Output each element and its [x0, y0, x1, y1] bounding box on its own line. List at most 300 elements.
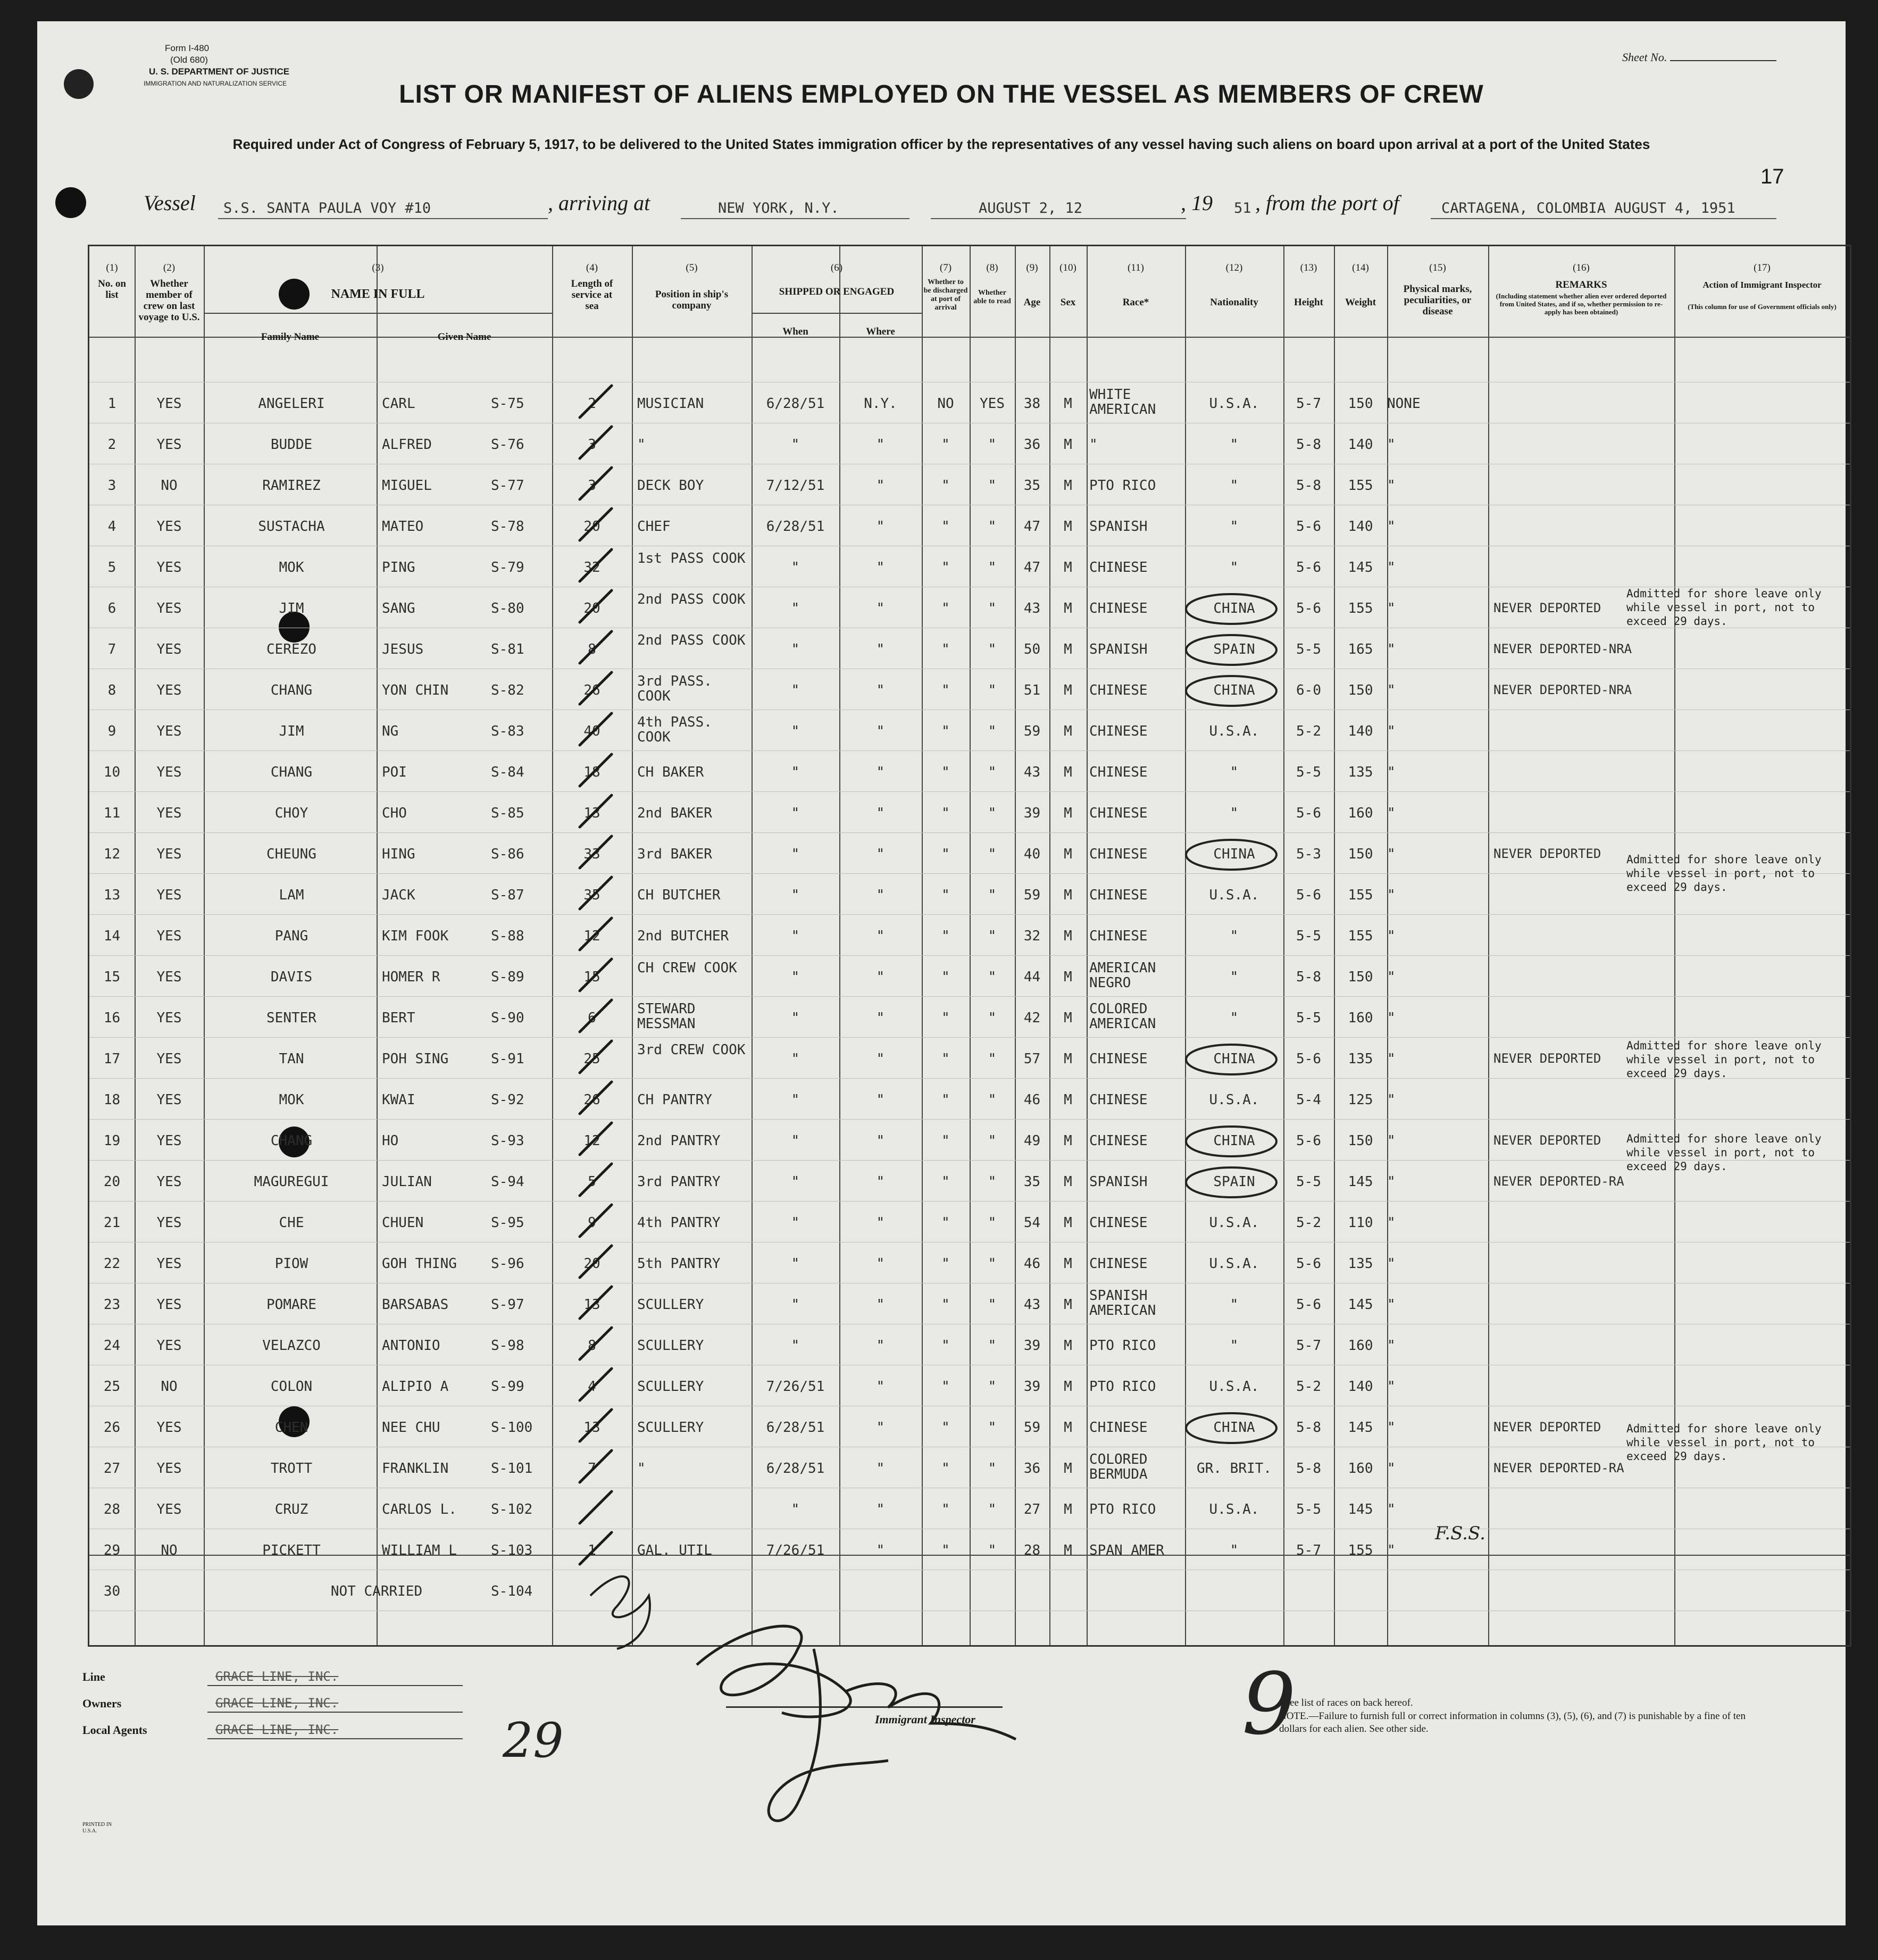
cell-nationality: " [1230, 519, 1239, 535]
cell-prev-voyage: YES [156, 887, 182, 903]
cell-sex: M [1064, 969, 1072, 985]
cell-age: 42 [1023, 1010, 1041, 1026]
cell-given-name: CHO [382, 805, 407, 821]
penalty-note: NOTE.—Failure to furnish full or correct information in columns (3), (5), (6), and (7) is punishable by a fine of ten dollars for each alien. See other side. [1279, 1711, 1746, 1734]
cell-physical-marks: " [1387, 928, 1396, 944]
crew-manifest-table [88, 245, 1851, 1647]
cell-position: 2nd PANTRY [637, 1133, 721, 1149]
cell-discharged: " [941, 846, 950, 862]
cell-shipped-when: 6/28/51 [766, 1420, 825, 1436]
cell-physical-marks: " [1387, 1379, 1396, 1395]
cell-crew-id: S-84 [491, 764, 524, 780]
cell-height: 5-6 [1296, 887, 1321, 903]
cell-family-name: CHANG [270, 764, 313, 780]
form-old-number: (Old 680) [170, 55, 208, 65]
cell-age: 46 [1023, 1092, 1041, 1108]
cell-given-name: POI [382, 764, 407, 780]
cell-shipped-when: " [791, 1092, 800, 1108]
cell-physical-marks: " [1387, 887, 1396, 903]
cell-weight: 145 [1348, 560, 1373, 576]
cell-row-number: 30 [103, 1583, 121, 1599]
cell-shipped-where: " [876, 682, 885, 698]
cell-prev-voyage: NO [161, 1542, 178, 1558]
cell-weight: 165 [1348, 641, 1373, 657]
cell-physical-marks: " [1387, 682, 1396, 698]
cell-nationality: CHINA [1213, 1420, 1255, 1436]
cell-weight: 110 [1348, 1215, 1373, 1231]
cell-physical-marks: " [1387, 600, 1396, 616]
cell-remarks: NEVER DEPORTED [1493, 1133, 1601, 1148]
cell-shipped-where: " [876, 560, 885, 576]
cell-weight: 150 [1348, 682, 1373, 698]
cell-shipped-where: " [876, 1379, 885, 1395]
cell-nationality: SPAIN [1213, 641, 1255, 657]
cell-row-number: 20 [103, 1174, 121, 1190]
cell-prev-voyage: YES [156, 1174, 182, 1190]
cell-crew-id: S-96 [491, 1256, 524, 1272]
printed-mark: PRINTED IN U.S.A. [82, 1822, 112, 1834]
cell-family-name: CHANG [270, 1133, 313, 1149]
cell-age: 39 [1023, 1338, 1041, 1354]
cell-service-years: 26 [583, 682, 600, 698]
cell-nationality: U.S.A. [1209, 1379, 1259, 1395]
owners-value: GRACE LINE, INC. [215, 1696, 339, 1711]
cell-service-years: 35 [583, 887, 600, 903]
cell-physical-marks: " [1387, 1215, 1396, 1231]
sheet-number-label: Sheet No. [1622, 51, 1667, 64]
cell-discharged: " [941, 1010, 950, 1026]
cell-able-to-read: " [988, 1215, 997, 1231]
cell-position: SCULLERY [637, 1297, 704, 1313]
col-16-header: REMARKS [1555, 279, 1607, 290]
cell-height: 5-5 [1296, 641, 1321, 657]
col-3-header: NAME IN FULL [331, 287, 425, 301]
cell-height: 5-6 [1296, 1133, 1321, 1149]
cell-crew-id: S-103 [491, 1542, 533, 1558]
cell-shipped-when: " [791, 723, 800, 739]
cell-position: MUSICIAN [637, 396, 704, 412]
cell-family-name: COLON [270, 1379, 313, 1395]
cell-nationality: " [1230, 1010, 1239, 1026]
col-15-number: (15) [1429, 262, 1446, 273]
cell-row-number: 19 [103, 1133, 121, 1149]
cell-discharged: " [941, 1297, 950, 1313]
cell-height: 5-2 [1296, 1215, 1321, 1231]
cell-position: CHEF [637, 519, 671, 535]
cell-nationality: U.S.A. [1209, 1502, 1259, 1517]
cell-prev-voyage: YES [156, 723, 182, 739]
cell-prev-voyage: YES [156, 928, 182, 944]
cell-age: 35 [1023, 1174, 1041, 1190]
manifest-sheet [37, 21, 1846, 1925]
shore-leave-note: Admitted for shore leave only while vessel in port, not to exceed 29 days. [1626, 587, 1822, 628]
cell-prev-voyage: YES [156, 1297, 182, 1313]
table-row [89, 423, 1850, 464]
cell-age: 47 [1023, 560, 1041, 576]
cell-discharged: " [941, 437, 950, 453]
table-row [89, 464, 1850, 505]
table-row [89, 710, 1850, 750]
cell-shipped-where: " [876, 1174, 885, 1190]
cell-shipped-when: " [791, 437, 800, 453]
cell-height: 5-5 [1296, 928, 1321, 944]
cell-nationality: " [1230, 764, 1239, 780]
cell-shipped-when: 6/28/51 [766, 519, 825, 535]
cell-row-number: 14 [103, 928, 121, 944]
cell-height: 5-7 [1296, 396, 1321, 412]
cell-service-years: 32 [583, 560, 600, 576]
table-row [89, 750, 1850, 791]
cell-shipped-where: " [876, 1297, 885, 1313]
cell-physical-marks: " [1387, 1297, 1396, 1313]
cell-family-name: BUDDE [270, 437, 313, 453]
table-row [89, 955, 1850, 996]
cell-weight: 135 [1348, 1051, 1373, 1067]
cell-position: STEWARD MESSMAN [637, 1001, 696, 1032]
cell-service-years: 13 [583, 805, 600, 821]
cell-position: SCULLERY [637, 1379, 704, 1395]
cell-nationality: U.S.A. [1209, 723, 1259, 739]
arrival-port: NEW YORK, N.Y. [718, 200, 839, 216]
cell-remarks: NEVER DEPORTED-RA [1493, 1174, 1624, 1189]
cell-weight: 155 [1348, 478, 1373, 494]
cell-sex: M [1064, 682, 1072, 698]
cell-sex: M [1064, 1461, 1072, 1477]
cell-crew-id: S-88 [491, 928, 524, 944]
cell-weight: 150 [1348, 396, 1373, 412]
cell-race: CHINESE [1089, 600, 1148, 616]
cell-race: PTO RICO [1089, 1502, 1156, 1517]
cell-age: 44 [1023, 969, 1041, 985]
cell-shipped-when: " [791, 1338, 800, 1354]
page-title: LIST OR MANIFEST OF ALIENS EMPLOYED ON THE VESSEL AS MEMBERS OF CREW [399, 80, 1484, 109]
cell-able-to-read: " [988, 560, 997, 576]
cell-position: 2nd BUTCHER [637, 928, 729, 944]
cell-sex: M [1064, 928, 1072, 944]
cell-shipped-where: " [876, 437, 885, 453]
table-row [89, 1365, 1850, 1406]
cell-given-name: JACK [382, 887, 415, 903]
cell-given-name: CARL [382, 396, 415, 412]
col-5-number: (5) [686, 262, 698, 273]
from-port-label: , from the port of [1255, 191, 1399, 215]
col-17-number: (17) [1754, 262, 1771, 273]
cell-sex: M [1064, 437, 1072, 453]
cell-sex: M [1064, 1502, 1072, 1517]
col-7-header: Whether to be discharged at port of arrival [923, 278, 968, 312]
race-footnote: *See list of races on back hereof. [1279, 1697, 1413, 1708]
cell-family-name: MOK [279, 560, 304, 576]
col-14-number: (14) [1352, 262, 1369, 273]
cell-physical-marks: " [1387, 764, 1396, 780]
cell-race: SPANISH [1089, 641, 1148, 657]
cell-height: 5-6 [1296, 1297, 1321, 1313]
cell-race: CHINESE [1089, 1051, 1148, 1067]
cell-able-to-read: " [988, 600, 997, 616]
cell-family-name: RAMIREZ [262, 478, 321, 494]
cell-service-years: 3 [588, 478, 596, 494]
manifest-footer [82, 1644, 1848, 1856]
table-row [89, 1119, 1850, 1160]
cell-crew-id: S-80 [491, 600, 524, 616]
cell-height: 5-3 [1296, 846, 1321, 862]
cell-shipped-when: " [791, 846, 800, 862]
cell-prev-voyage: YES [156, 641, 182, 657]
cell-family-name: MOK [279, 1092, 304, 1108]
cell-family-name: POMARE [266, 1297, 316, 1313]
cell-row-number: 24 [103, 1338, 121, 1354]
vessel-label: Vessel [144, 191, 196, 215]
cell-nationality: GR. BRIT. [1197, 1461, 1272, 1477]
col-13-header: Height [1294, 297, 1323, 308]
cell-weight: 140 [1348, 1379, 1373, 1395]
table-row [89, 382, 1850, 423]
vessel-line [144, 190, 1766, 222]
cell-shipped-where: " [876, 1461, 885, 1477]
cell-weight: 160 [1348, 1461, 1373, 1477]
cell-crew-id: S-99 [491, 1379, 524, 1395]
cell-weight: 145 [1348, 1297, 1373, 1313]
cell-family-name: ANGELERI [258, 396, 325, 412]
cell-remarks: NEVER DEPORTED [1493, 600, 1601, 615]
cell-position: 4th PANTRY [637, 1215, 721, 1231]
cell-given-name: PING [382, 560, 415, 576]
cell-crew-id: S-102 [491, 1502, 533, 1517]
cell-nationality: SPAIN [1213, 1174, 1255, 1190]
cell-row-number: 28 [103, 1502, 121, 1517]
cell-position: 1st PASS COOK [637, 551, 746, 566]
cell-given-name: ALFRED [382, 437, 432, 453]
cell-service-years: 7 [588, 1461, 596, 1477]
cell-prev-voyage: YES [156, 969, 182, 985]
cell-shipped-when: " [791, 805, 800, 821]
cell-shipped-where: " [876, 641, 885, 657]
cell-position: SCULLERY [637, 1420, 704, 1436]
cell-age: 49 [1023, 1133, 1041, 1149]
cell-position: 2nd BAKER [637, 805, 712, 821]
cell-age: 36 [1023, 437, 1041, 453]
cell-crew-id: S-82 [491, 682, 524, 698]
cell-shipped-where: " [876, 969, 885, 985]
cell-nationality: " [1230, 928, 1239, 944]
cell-race: COLORED BERMUDA [1089, 1452, 1148, 1482]
cell-age: 32 [1023, 928, 1041, 944]
cell-given-name: CHUEN [382, 1215, 424, 1231]
cell-crew-id: S-87 [491, 887, 524, 903]
cell-position: 3rd CREW COOK [637, 1042, 746, 1058]
cell-nationality: U.S.A. [1209, 1256, 1259, 1272]
cell-weight: 140 [1348, 519, 1373, 535]
cell-race: PTO RICO [1089, 1338, 1156, 1354]
cell-discharged: " [941, 682, 950, 698]
cell-able-to-read: " [988, 928, 997, 944]
cell-discharged: " [941, 1420, 950, 1436]
cell-shipped-when: " [791, 928, 800, 944]
cell-race: CHINESE [1089, 1256, 1148, 1272]
cell-crew-id: S-94 [491, 1174, 524, 1190]
cell-service-years: 26 [583, 1092, 600, 1108]
cell-weight: 155 [1348, 928, 1373, 944]
cell-sex: M [1064, 1420, 1072, 1436]
cell-row-number: 25 [103, 1379, 121, 1395]
shore-leave-note: Admitted for shore leave only while vessel in port, not to exceed 29 days. [1626, 1422, 1822, 1463]
cell-shipped-where: " [876, 1051, 885, 1067]
cell-sex: M [1064, 846, 1072, 862]
cell-shipped-where: " [876, 764, 885, 780]
cell-crew-id: S-85 [491, 805, 524, 821]
cell-shipped-when: " [791, 1502, 800, 1517]
cell-discharged: " [941, 764, 950, 780]
cell-age: 47 [1023, 519, 1041, 535]
vessel-name: S.S. SANTA PAULA VOY #10 [223, 200, 431, 216]
col-5-header: Position in ship's company [655, 289, 729, 311]
agents-label: Local Agents [82, 1723, 147, 1737]
cell-prev-voyage: YES [156, 1502, 182, 1517]
table-row [89, 1447, 1850, 1488]
cell-age: 43 [1023, 764, 1041, 780]
cell-crew-id: S-100 [491, 1420, 533, 1436]
cell-service-years: 8 [588, 641, 596, 657]
cell-race: CHINESE [1089, 723, 1148, 739]
cell-given-name: KWAI [382, 1092, 415, 1108]
cell-height: 5-6 [1296, 1051, 1321, 1067]
cell-remarks: NEVER DEPORTED [1493, 846, 1601, 861]
cell-nationality: " [1230, 969, 1239, 985]
table-row [89, 996, 1850, 1037]
cell-shipped-where: " [876, 1010, 885, 1026]
cell-height: 5-7 [1296, 1542, 1321, 1558]
cell-row-number: 23 [103, 1297, 121, 1313]
cell-race: CHINESE [1089, 928, 1148, 944]
col-11-header: Race* [1122, 297, 1149, 308]
cell-race: SPANISH [1089, 519, 1148, 535]
cell-given-name: POH SING [382, 1051, 449, 1067]
table-row [89, 1242, 1850, 1283]
cell-age: 39 [1023, 805, 1041, 821]
cell-age: 36 [1023, 1461, 1041, 1477]
col-10-header: Sex [1060, 297, 1076, 308]
cell-shipped-where: " [876, 600, 885, 616]
cell-shipped-when: " [791, 1010, 800, 1026]
cell-shipped-where: N.Y. [864, 396, 897, 412]
table-row [89, 1283, 1850, 1324]
cell-row-number: 4 [107, 519, 116, 535]
col-2-number: (2) [163, 262, 176, 273]
cell-given-name: CARLOS L. [382, 1502, 457, 1517]
cell-family-name: LAM [279, 887, 304, 903]
cell-row-number: 2 [107, 437, 116, 453]
cell-nationality: " [1230, 805, 1239, 821]
table-row [89, 669, 1850, 710]
cell-able-to-read: " [988, 437, 997, 453]
line-label: Line [82, 1670, 105, 1683]
cell-able-to-read: " [988, 1133, 997, 1149]
cell-sex: M [1064, 519, 1072, 535]
cell-family-name: CEREZO [266, 641, 316, 657]
cell-position: 5th PANTRY [637, 1256, 721, 1272]
col-10-number: (10) [1059, 262, 1076, 273]
cell-given-name: HO [382, 1133, 399, 1149]
cell-age: 51 [1023, 682, 1041, 698]
cell-shipped-where: " [876, 1502, 885, 1517]
cell-race: WHITE AMERICAN [1089, 387, 1156, 418]
cell-discharged: NO [937, 396, 954, 412]
cell-able-to-read: " [988, 641, 997, 657]
cell-race: SPANISH AMERICAN [1089, 1288, 1156, 1319]
cell-weight: 145 [1348, 1420, 1373, 1436]
cell-shipped-where: " [876, 1338, 885, 1354]
table-row [89, 1488, 1850, 1529]
col-7-number: (7) [939, 262, 952, 273]
cell-able-to-read: " [988, 969, 997, 985]
cell-able-to-read: " [988, 1461, 997, 1477]
form-dept: U. S. DEPARTMENT OF JUSTICE [149, 66, 290, 77]
cell-shipped-when: " [791, 1256, 800, 1272]
cell-shipped-when: 7/12/51 [766, 478, 825, 494]
cell-age: 39 [1023, 1379, 1041, 1395]
cell-able-to-read: YES [980, 396, 1005, 412]
cell-crew-id: S-77 [491, 478, 524, 494]
cell-prev-voyage: NO [161, 478, 178, 494]
cell-prev-voyage: YES [156, 846, 182, 862]
cell-prev-voyage: YES [156, 396, 182, 412]
cell-position: 2nd PASS COOK [637, 591, 746, 607]
cell-height: 5-4 [1296, 1092, 1321, 1108]
cell-prev-voyage: YES [156, 805, 182, 821]
table-row [89, 1078, 1850, 1119]
cell-shipped-where: " [876, 519, 885, 535]
cell-shipped-when: " [791, 641, 800, 657]
cell-position: DECK BOY [637, 478, 704, 494]
cell-weight: 140 [1348, 723, 1373, 739]
cell-shipped-when: " [791, 1215, 800, 1231]
cell-discharged: " [941, 1502, 950, 1517]
cell-physical-marks: " [1387, 478, 1396, 494]
cell-given-name: YON CHIN [382, 682, 449, 698]
cell-shipped-where: " [876, 1215, 885, 1231]
cell-row-number: 11 [103, 805, 121, 821]
cell-race: SPAN AMER [1089, 1542, 1164, 1558]
table-row [89, 1160, 1850, 1201]
table-row [89, 1529, 1850, 1570]
cell-nationality: CHINA [1213, 682, 1255, 698]
cell-physical-marks: " [1387, 846, 1396, 862]
cell-discharged: " [941, 887, 950, 903]
cell-height: 5-6 [1296, 600, 1321, 616]
cell-race: AMERICAN NEGRO [1089, 960, 1156, 991]
cell-crew-id: S-83 [491, 723, 524, 739]
cell-able-to-read: " [988, 682, 997, 698]
cell-sex: M [1064, 600, 1072, 616]
cell-discharged: " [941, 969, 950, 985]
cell-row-number: 7 [107, 641, 116, 657]
cell-discharged: " [941, 1051, 950, 1067]
cell-shipped-when: " [791, 1297, 800, 1313]
cell-prev-voyage: YES [156, 1420, 182, 1436]
cell-crew-id: S-92 [491, 1092, 524, 1108]
col-17-subheader: (This column for use of Government officials only) [1688, 303, 1837, 311]
cell-nationality: U.S.A. [1209, 396, 1259, 412]
arriving-label: , arriving at [548, 191, 650, 215]
cell-shipped-when: 6/28/51 [766, 1461, 825, 1477]
cell-sex: M [1064, 1051, 1072, 1067]
cell-race: CHINESE [1089, 1420, 1148, 1436]
cell-discharged: " [941, 641, 950, 657]
cell-prev-voyage: YES [156, 1092, 182, 1108]
cell-service-years: 40 [583, 723, 600, 739]
cell-race: CHINESE [1089, 805, 1148, 821]
table-row [89, 546, 1850, 587]
